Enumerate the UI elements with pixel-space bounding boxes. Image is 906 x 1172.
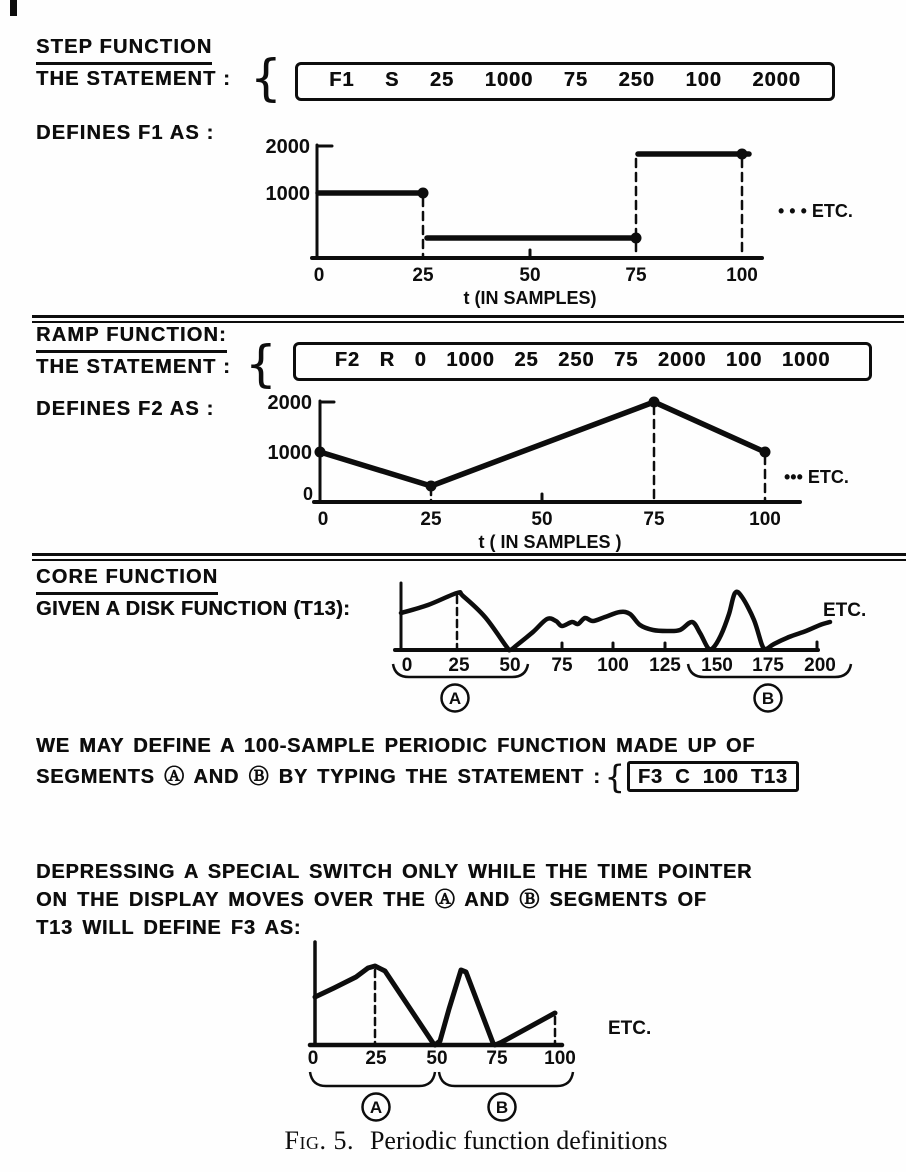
section-divider <box>32 315 904 323</box>
ramp-heading-text: RAMP FUNCTION: <box>36 324 227 353</box>
svg-text:75: 75 <box>551 655 573 676</box>
ramp-statement-box <box>293 342 872 381</box>
core-heading-text: CORE FUNCTION <box>36 566 218 595</box>
step-defines-label: DEFINES F1 AS : <box>36 122 215 144</box>
f3-statement-box: F3 C 100 T13 <box>627 761 799 792</box>
svg-text:100: 100 <box>726 265 758 286</box>
svg-text:75: 75 <box>486 1048 508 1069</box>
paragraph-define-periodic <box>36 731 799 796</box>
svg-text:A: A <box>369 1098 383 1117</box>
paragraph-line: T13 WILL DEFINE F3 AS: <box>36 917 302 939</box>
ramp-function-chart <box>200 388 900 552</box>
scan-artifact-mark <box>10 0 17 16</box>
svg-text:B: B <box>761 689 775 708</box>
svg-text:0: 0 <box>317 509 329 530</box>
step-section-heading <box>36 36 212 65</box>
step-statement-label: THE STATEMENT : <box>36 68 232 90</box>
figure-caption-label: Fig. 5. <box>284 1126 354 1155</box>
step-chart-graphics <box>266 136 853 308</box>
figure-caption-text: Periodic function definitions <box>369 1126 668 1155</box>
svg-text:150: 150 <box>701 655 733 676</box>
svg-text:0: 0 <box>302 484 313 504</box>
f3-function-chart <box>230 930 790 1130</box>
paragraph-line: WE MAY DEFINE A 100-SAMPLE PERIODIC FUNCTION MADE UP OF <box>36 735 756 757</box>
paragraph-line <box>36 758 799 796</box>
svg-text:t ( IN SAMPLES ): t ( IN SAMPLES ) <box>478 532 622 552</box>
svg-text:• • • ETC.: • • • ETC. <box>778 201 853 221</box>
step-statement-text: F1 S 25 1000 75 250 100 2000 <box>329 69 801 91</box>
figure-caption <box>0 1126 906 1156</box>
ramp-chart-graphics <box>268 392 849 552</box>
svg-text:0: 0 <box>307 1048 319 1069</box>
svg-text:50: 50 <box>499 655 521 676</box>
ramp-statement-label: THE STATEMENT : <box>36 356 232 378</box>
svg-text:50: 50 <box>519 265 541 286</box>
svg-text:t (IN SAMPLES): t (IN SAMPLES) <box>463 288 597 308</box>
ramp-defines-label: DEFINES F2 AS : <box>36 398 215 420</box>
svg-text:1000: 1000 <box>265 183 310 205</box>
svg-text:100: 100 <box>597 655 629 676</box>
svg-text:75: 75 <box>643 509 665 530</box>
svg-text:0: 0 <box>401 655 413 676</box>
svg-text:100: 100 <box>544 1048 576 1069</box>
f3-chart-graphics <box>308 942 652 1121</box>
svg-text:B: B <box>495 1098 509 1117</box>
svg-text:75: 75 <box>625 265 647 286</box>
svg-text:2000: 2000 <box>267 392 312 414</box>
svg-text:ETC.: ETC. <box>608 1018 652 1039</box>
svg-text:125: 125 <box>649 655 681 676</box>
ramp-statement-text: F2 R 0 1000 25 250 75 2000 100 1000 <box>334 349 831 371</box>
left-brace: { <box>245 335 277 393</box>
svg-text:175: 175 <box>752 655 784 676</box>
svg-text:50: 50 <box>531 509 553 530</box>
svg-text:25: 25 <box>420 509 442 530</box>
svg-text:50: 50 <box>426 1048 448 1069</box>
svg-text:ETC.: ETC. <box>823 600 867 621</box>
core-given-label: GIVEN A DISK FUNCTION (T13): <box>36 598 351 620</box>
disk-function-chart <box>390 565 906 725</box>
svg-text:1000: 1000 <box>267 442 312 464</box>
paragraph-line: DEPRESSING A SPECIAL SWITCH ONLY WHILE THE TIME POINTER <box>36 861 753 883</box>
core-chart-graphics <box>393 583 866 712</box>
svg-text:2000: 2000 <box>265 136 310 158</box>
svg-text:0: 0 <box>313 265 325 286</box>
svg-text:••• ETC.: ••• ETC. <box>784 467 849 487</box>
left-brace: { <box>604 758 626 796</box>
svg-text:A: A <box>448 689 462 708</box>
svg-text:25: 25 <box>412 265 434 286</box>
svg-text:25: 25 <box>365 1048 387 1069</box>
step-statement-box <box>295 62 835 101</box>
ramp-section-heading <box>36 324 227 353</box>
svg-text:25: 25 <box>448 655 470 676</box>
svg-text:100: 100 <box>749 509 781 530</box>
svg-text:200: 200 <box>804 655 836 676</box>
left-brace: { <box>250 49 282 107</box>
step-heading-text: STEP FUNCTION <box>36 36 212 65</box>
paragraph-line: ON THE DISPLAY MOVES OVER THE Ⓐ AND Ⓑ SEGMENTS OF <box>36 889 707 911</box>
step-function-chart <box>200 130 900 310</box>
core-section-heading <box>36 566 218 595</box>
paragraph-line-text: SEGMENTS Ⓐ AND Ⓑ BY TYPING THE STATEMENT : <box>36 766 601 788</box>
section-divider <box>32 553 906 561</box>
